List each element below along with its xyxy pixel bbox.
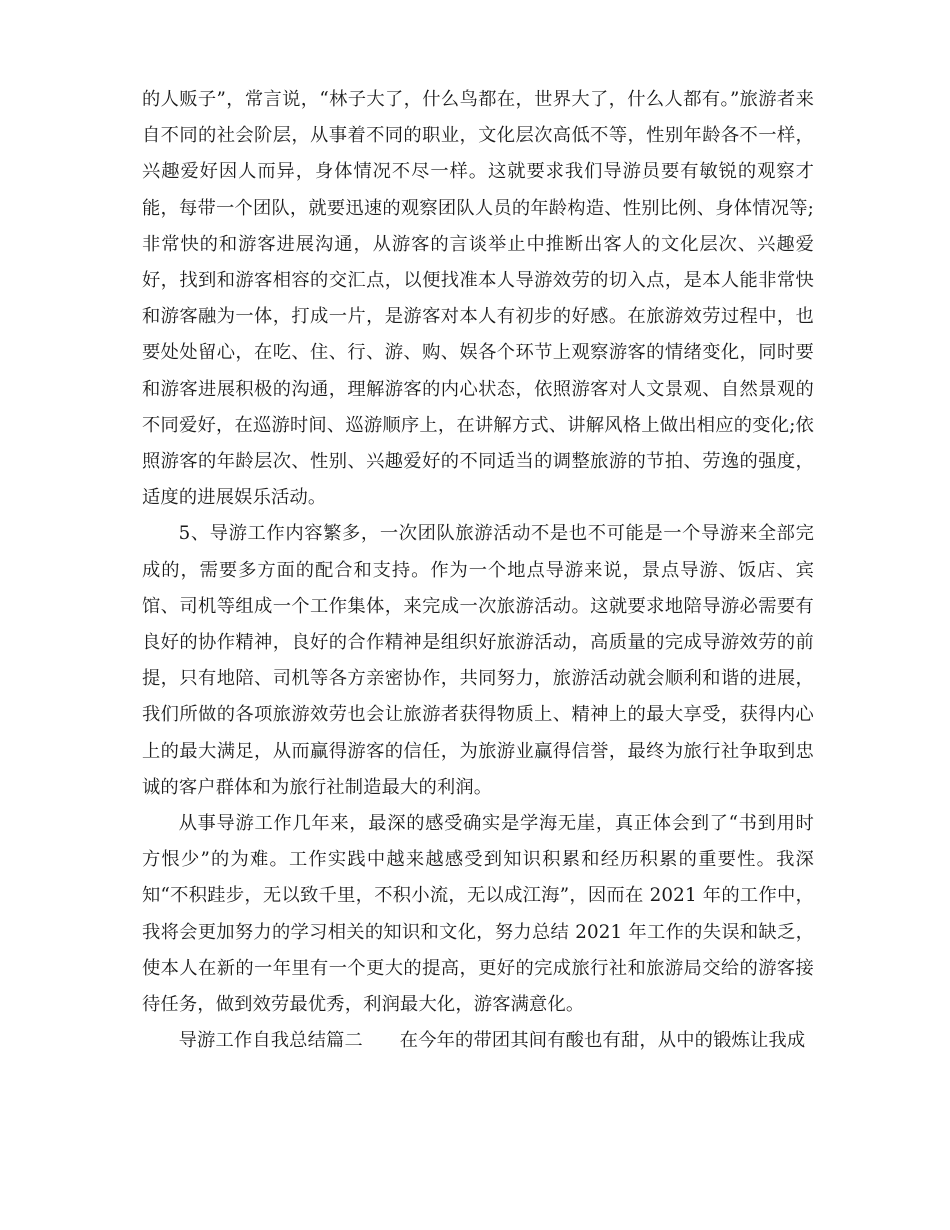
document-body: [142, 82, 814, 1059]
paragraph-2: 5、导游工作内容繁多，一次团队旅游活动不是也不可能是一个导游来全部完成的，需要多方面的配合和支持。作为一个地点导游来说，景点导游、饭店、宾馆、司机等组成一个工作集体，来完成一次旅游活动。这就要求地陪导游必需要有良好的协作精神，良好的合作精神是组织好旅游活动，高质量的完成导游效劳的前提，只有地陪、司机等各方亲密协作，共同努力，旅游活动就会顺利和谐的进展，我们所做的各项旅游效劳也会让旅游者获得物质上、精神上的最大享受，获得内心上的最大满足，从而赢得游客的信任，为旅游业赢得信誉，最终为旅行社争取到忠诚的客户群体和为旅行社制造最大的利润。: [142, 523, 814, 798]
paragraph-1: 的人贩子”，常言说，“林子大了，什么鸟都在，世界大了，什么人都有。”旅游者来自不同的社会阶层，从事着不同的职业，文化层次高低不等，性别年龄各不一样，兴趣爱好因人而异，身体情况不尽一样。这就要求我们导游员要有敏锐的观察才能，每带一个团队，就要迅速的观察团队人员的年龄构造、性别比例、身体情况等;非常快的和游客进展沟通，从游客的言谈举止中推断出客人的文化层次、兴趣爱好，找到和游客相容的交汇点，以便找准本人导游效劳的切入点，是本人能非常快和游客融为一体，打成一片，是游客对本人有初步的好感。在旅游效劳过程中，也要处处留心，在吃、住、行、游、购、娱各个环节上观察游客的情绪变化，同时要和游客进展积极的沟通，理解游客的内心状态，依照游客对人文景观、自然景观的不同爱好，在巡游时间、巡游顺序上，在讲解方式、讲解风格上做出相应的变化;依照游客的年龄层次、性别、兴趣爱好的不同适当的调整旅游的节拍、劳逸的强度，适度的进展娱乐活动。: [142, 89, 814, 509]
paragraph-4: 导游工作自我总结篇二 在今年的带团其间有酸也有甜，从中的锻炼让我成: [178, 1030, 806, 1052]
paragraph-3: 从事导游工作几年来，最深的感受确实是学海无崖，真正体会到了“书到用时方恨少”的为难。工作实践中越来越感受到知识积累和经历积累的重要性。我深知“不积跬步，无以致千里，不积小流，无以成江海”，因而在 2021 年的工作中，我将会更加努力的学习相关的知识和文化，努力总结 2021 年工作的失误和缺乏，使本人在新的一年里有一个更大的提高，更好的完成旅行社和旅游局交给的游客接待任务，做到效劳最优秀，利润最大化，游客满意化。: [142, 813, 814, 1016]
